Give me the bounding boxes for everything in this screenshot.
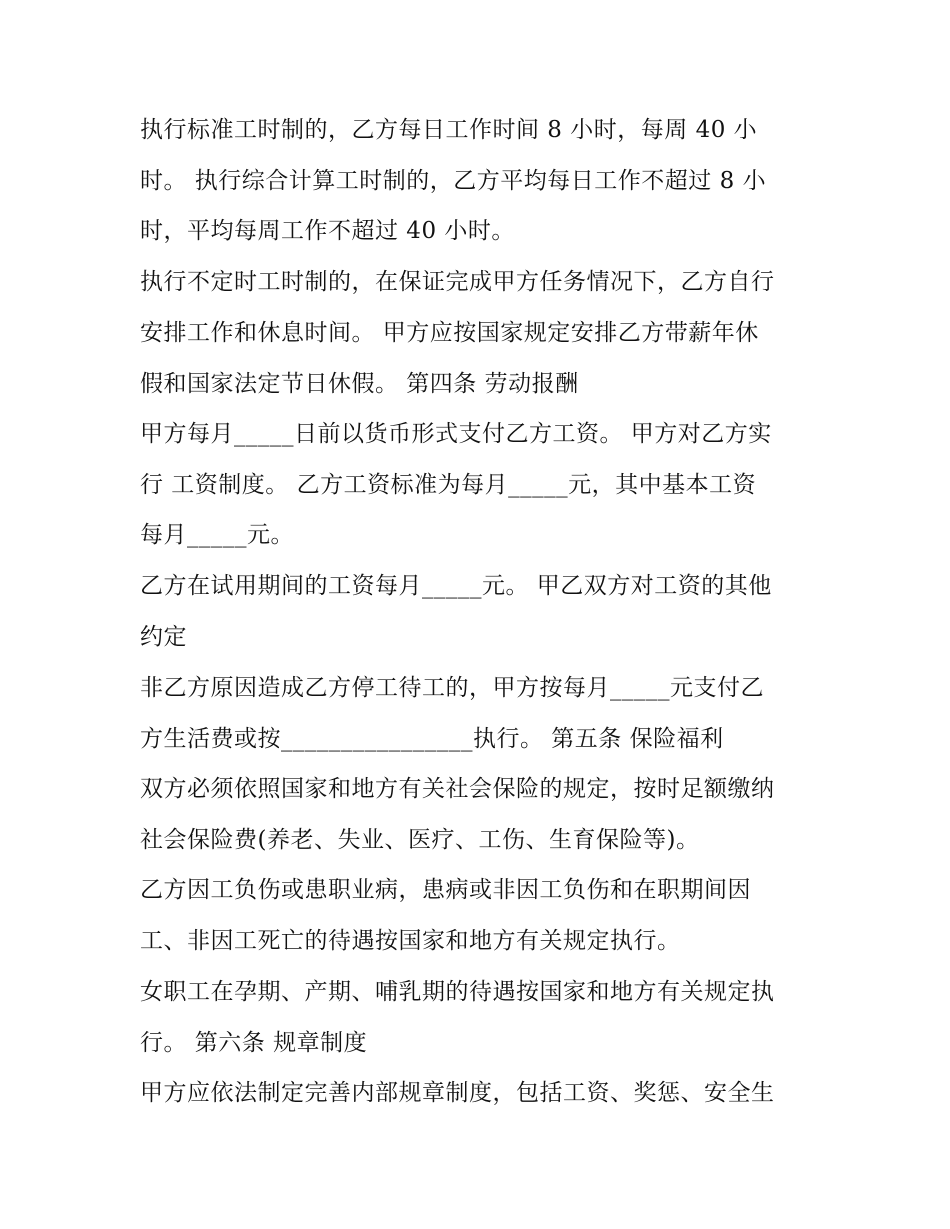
- text-line: 双方必须依照国家和地方有关社会保险的规定，按时足额缴纳: [140, 776, 775, 802]
- text-line: 时，平均每周工作不超过 40 小时。: [140, 218, 515, 244]
- text-line: 方生活费或按________________执行。 第五条 保险福利: [140, 726, 724, 752]
- text-line: 乙方因工负伤或患职业病，患病或非因工负伤和在职期间因: [140, 877, 751, 903]
- text-line: 甲方应依法制定完善内部规章制度，包括工资、奖惩、安全生: [140, 1080, 775, 1106]
- text-line: 社会保险费(养老、失业、医疗、工伤、生育保险等)。: [140, 827, 700, 853]
- text-line: 每月_____元。: [140, 522, 294, 548]
- text-line: 安排工作和休息时间。 甲方应按国家规定安排乙方带薪年休: [140, 320, 759, 346]
- text-line: 执行不定时工时制的，在保证完成甲方任务情况下，乙方自行: [140, 269, 775, 295]
- text-line: 执行标准工时制的，乙方每日工作时间 8 小时，每周 40 小: [140, 117, 758, 143]
- text-line: 行。 第六条 规章制度: [140, 1030, 368, 1056]
- text-line: 行 工资制度。 乙方工资标准为每月_____元，其中基本工资: [140, 472, 757, 498]
- text-line: 女职工在孕期、产期、哺乳期的待遇按国家和地方有关规定执: [140, 979, 775, 1005]
- text-line: 约定: [140, 624, 187, 650]
- text-line: 时。 执行综合计算工时制的，乙方平均每日工作不超过 8 小: [140, 168, 767, 194]
- text-line: 乙方在试用期间的工资每月_____元。 甲乙双方对工资的其他: [140, 573, 772, 599]
- text-line: 假和国家法定节日休假。 第四条 劳动报酬: [140, 371, 579, 397]
- text-line: 非乙方原因造成乙方停工待工的，甲方按每月_____元支付乙: [140, 675, 764, 701]
- text-line: 工、非因工死亡的待遇按国家和地方有关规定执行。: [140, 928, 681, 954]
- text-line: 甲方每月_____日前以货币形式支付乙方工资。 甲方对乙方实: [140, 421, 772, 447]
